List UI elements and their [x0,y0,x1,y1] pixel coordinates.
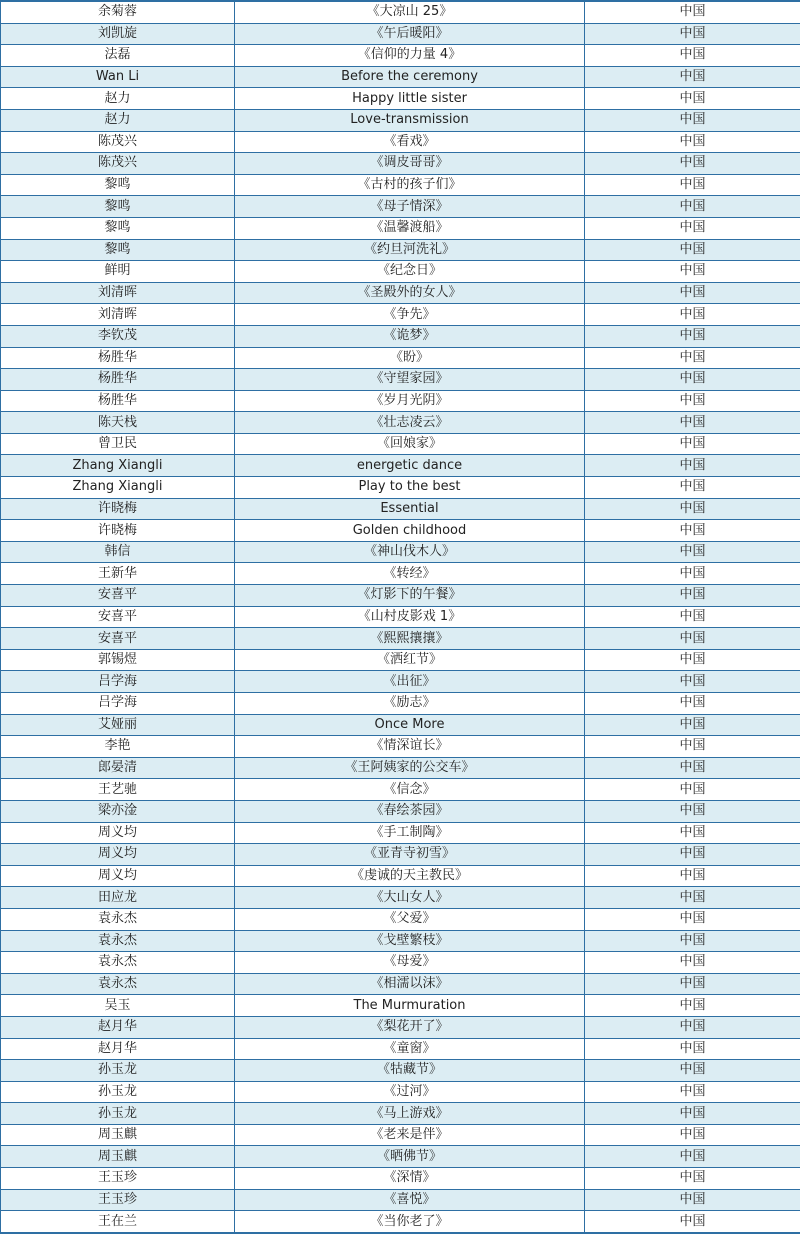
country-cell: 中国 [585,563,800,585]
table-row [1,239,800,261]
country-cell: 中国 [585,1,800,23]
artist-cell: 赵月华 [1,1038,235,1060]
table-row [1,952,800,974]
country-cell: 中国 [585,196,800,218]
title-cell: 《熙熙攘攘》 [235,628,585,650]
title-cell: 《励志》 [235,693,585,715]
country-cell: 中国 [585,1168,800,1190]
title-cell: 《信仰的力量 4》 [235,45,585,67]
title-cell: 《信念》 [235,779,585,801]
artist-cell: 刘清晖 [1,304,235,326]
artist-cell: 余菊蓉 [1,1,235,23]
artist-cell: 袁永杰 [1,973,235,995]
artist-cell: 周义均 [1,865,235,887]
artist-cell: 安喜平 [1,628,235,650]
artist-cell: 韩信 [1,541,235,563]
title-cell: The Murmuration [235,995,585,1017]
country-cell: 中国 [585,1081,800,1103]
country-cell: 中国 [585,693,800,715]
country-cell: 中国 [585,498,800,520]
table-row [1,995,800,1017]
country-cell: 中国 [585,304,800,326]
artist-cell: 李钦茂 [1,325,235,347]
title-cell: 《当你老了》 [235,1211,585,1233]
artist-cell: 赵力 [1,88,235,110]
title-cell: 《神山伐木人》 [235,541,585,563]
table-row [1,66,800,88]
title-cell: 《古村的孩子们》 [235,174,585,196]
table-row [1,369,800,391]
artist-cell: Zhang Xiangli [1,455,235,477]
country-cell: 中国 [585,1189,800,1211]
country-cell: 中国 [585,757,800,779]
artist-cell: 梁亦淦 [1,800,235,822]
title-cell: 《山村皮影戏 1》 [235,606,585,628]
table-row [1,628,800,650]
country-cell: 中国 [585,45,800,67]
artist-cell: 赵月华 [1,1016,235,1038]
table-row [1,390,800,412]
title-cell: 《深情》 [235,1168,585,1190]
country-cell: 中国 [585,1103,800,1125]
artist-cell: 安喜平 [1,606,235,628]
artist-cell: Wan Li [1,66,235,88]
title-cell: 《戈壁繁枝》 [235,930,585,952]
table-row [1,23,800,45]
title-cell: 《母子情深》 [235,196,585,218]
table-row [1,196,800,218]
artist-cell: 吕学海 [1,693,235,715]
table-row [1,1,800,23]
results-table-body [1,1,800,1233]
title-cell: 《洒红节》 [235,649,585,671]
table-row [1,822,800,844]
country-cell: 中国 [585,995,800,1017]
artist-cell: 安喜平 [1,585,235,607]
title-cell: 《相濡以沫》 [235,973,585,995]
table-row [1,347,800,369]
table-row [1,1124,800,1146]
country-cell: 中国 [585,239,800,261]
artist-cell: 刘清晖 [1,282,235,304]
table-row [1,606,800,628]
table-row [1,131,800,153]
title-cell: 《约旦河洗礼》 [235,239,585,261]
country-cell: 中国 [585,930,800,952]
artist-cell: 法磊 [1,45,235,67]
artist-cell: 袁永杰 [1,952,235,974]
country-cell: 中国 [585,908,800,930]
table-row [1,1189,800,1211]
artist-cell: 许晓梅 [1,520,235,542]
title-cell: 《争先》 [235,304,585,326]
artist-cell: 鲜明 [1,261,235,283]
country-cell: 中国 [585,1124,800,1146]
country-cell: 中国 [585,520,800,542]
country-cell: 中国 [585,282,800,304]
artist-cell: 王玉珍 [1,1189,235,1211]
country-cell: 中国 [585,865,800,887]
artist-cell: 陈茂兴 [1,153,235,175]
title-cell: Happy little sister [235,88,585,110]
title-cell: 《情深谊长》 [235,736,585,758]
title-cell: 《童窗》 [235,1038,585,1060]
title-cell: 《春绘茶园》 [235,800,585,822]
artist-cell: Zhang Xiangli [1,477,235,499]
country-cell: 中国 [585,174,800,196]
table-row [1,304,800,326]
country-cell: 中国 [585,109,800,131]
title-cell: 《父爱》 [235,908,585,930]
country-cell: 中国 [585,1038,800,1060]
table-row [1,1016,800,1038]
title-cell: 《盼》 [235,347,585,369]
table-row [1,1211,800,1233]
table-row [1,649,800,671]
title-cell: 《回娘家》 [235,433,585,455]
country-cell: 中国 [585,736,800,758]
country-cell: 中国 [585,477,800,499]
artist-cell: 王在兰 [1,1211,235,1233]
title-cell: 《虔诚的天主教民》 [235,865,585,887]
title-cell: 《马上游戏》 [235,1103,585,1125]
artist-cell: 艾娅丽 [1,714,235,736]
title-cell: 《晒佛节》 [235,1146,585,1168]
table-row [1,217,800,239]
artist-cell: 袁永杰 [1,930,235,952]
title-cell: Play to the best [235,477,585,499]
artist-cell: 杨胜华 [1,347,235,369]
artist-cell: 黎鸣 [1,196,235,218]
title-cell: 《喜悦》 [235,1189,585,1211]
table-row [1,585,800,607]
table-row [1,1103,800,1125]
table-row [1,973,800,995]
artist-cell: 周玉麒 [1,1146,235,1168]
country-cell: 中国 [585,1146,800,1168]
artist-cell: 黎鸣 [1,217,235,239]
table-row [1,88,800,110]
country-cell: 中国 [585,369,800,391]
country-cell: 中国 [585,800,800,822]
table-row [1,930,800,952]
artist-cell: 吴玉 [1,995,235,1017]
table-row [1,455,800,477]
artist-cell: 周义均 [1,844,235,866]
country-cell: 中国 [585,23,800,45]
artist-cell: 周玉麒 [1,1124,235,1146]
artist-cell: 黎鸣 [1,174,235,196]
title-cell: 《王阿姨家的公交车》 [235,757,585,779]
title-cell: 《壮志凌云》 [235,412,585,434]
title-cell: 《纪念日》 [235,261,585,283]
title-cell: 《圣殿外的女人》 [235,282,585,304]
title-cell: 《午后暖阳》 [235,23,585,45]
country-cell: 中国 [585,153,800,175]
table-row [1,908,800,930]
table-row [1,887,800,909]
country-cell: 中国 [585,347,800,369]
artist-cell: 陈天栈 [1,412,235,434]
table-row [1,412,800,434]
table-row [1,1146,800,1168]
table-row [1,844,800,866]
artist-cell: 杨胜华 [1,369,235,391]
table-row [1,693,800,715]
title-cell: Golden childhood [235,520,585,542]
title-cell: Essential [235,498,585,520]
title-cell: 《大凉山 25》 [235,1,585,23]
country-cell: 中国 [585,412,800,434]
country-cell: 中国 [585,131,800,153]
artist-cell: 周义均 [1,822,235,844]
country-cell: 中国 [585,325,800,347]
artist-cell: 郎晏清 [1,757,235,779]
artist-cell: 王艺驰 [1,779,235,801]
country-cell: 中国 [585,887,800,909]
title-cell: 《看戏》 [235,131,585,153]
table-row [1,800,800,822]
artist-cell: 吕学海 [1,671,235,693]
artist-cell: 袁永杰 [1,908,235,930]
country-cell: 中国 [585,585,800,607]
country-cell: 中国 [585,1211,800,1233]
artist-cell: 刘凯旋 [1,23,235,45]
country-cell: 中国 [585,628,800,650]
artist-cell: 王新华 [1,563,235,585]
title-cell: 《转经》 [235,563,585,585]
table-row [1,498,800,520]
title-cell: 《牯藏节》 [235,1060,585,1082]
table-row [1,736,800,758]
table-row [1,433,800,455]
title-cell: 《亚青寺初雪》 [235,844,585,866]
country-cell: 中国 [585,1060,800,1082]
title-cell: 《过河》 [235,1081,585,1103]
table-row [1,282,800,304]
table-row [1,109,800,131]
artist-cell: 王玉珍 [1,1168,235,1190]
table-row [1,1081,800,1103]
artist-cell: 曾卫民 [1,433,235,455]
table-row [1,1060,800,1082]
title-cell: 《梨花开了》 [235,1016,585,1038]
table-row [1,1038,800,1060]
title-cell: 《老来是伴》 [235,1124,585,1146]
artist-cell: 郭锡煜 [1,649,235,671]
table-row [1,1168,800,1190]
title-cell: 《岁月光阴》 [235,390,585,412]
artist-cell: 许晓梅 [1,498,235,520]
country-cell: 中国 [585,714,800,736]
table-row [1,757,800,779]
title-cell: Love-transmission [235,109,585,131]
title-cell: 《出征》 [235,671,585,693]
table-row [1,325,800,347]
title-cell: 《诡梦》 [235,325,585,347]
country-cell: 中国 [585,390,800,412]
table-row [1,563,800,585]
table-row [1,779,800,801]
country-cell: 中国 [585,671,800,693]
country-cell: 中国 [585,88,800,110]
country-cell: 中国 [585,973,800,995]
country-cell: 中国 [585,844,800,866]
table-row [1,45,800,67]
country-cell: 中国 [585,952,800,974]
country-cell: 中国 [585,455,800,477]
country-cell: 中国 [585,649,800,671]
country-cell: 中国 [585,541,800,563]
artist-cell: 孙玉龙 [1,1060,235,1082]
artist-cell: 孙玉龙 [1,1081,235,1103]
table-row [1,671,800,693]
artist-cell: 黎鸣 [1,239,235,261]
artist-cell: 李艳 [1,736,235,758]
artist-cell: 田应龙 [1,887,235,909]
artist-cell: 杨胜华 [1,390,235,412]
table-row [1,477,800,499]
title-cell: 《大山女人》 [235,887,585,909]
table-row [1,541,800,563]
country-cell: 中国 [585,822,800,844]
title-cell: 《调皮哥哥》 [235,153,585,175]
table-row [1,714,800,736]
table-row [1,520,800,542]
table-row [1,174,800,196]
title-cell: Before the ceremony [235,66,585,88]
country-cell: 中国 [585,66,800,88]
title-cell: 《温馨渡船》 [235,217,585,239]
country-cell: 中国 [585,779,800,801]
title-cell: 《灯影下的午餐》 [235,585,585,607]
title-cell: energetic dance [235,455,585,477]
artist-cell: 孙玉龙 [1,1103,235,1125]
country-cell: 中国 [585,433,800,455]
country-cell: 中国 [585,1016,800,1038]
title-cell: 《手工制陶》 [235,822,585,844]
artist-cell: 陈茂兴 [1,131,235,153]
country-cell: 中国 [585,261,800,283]
artist-cell: 赵力 [1,109,235,131]
title-cell: 《母爱》 [235,952,585,974]
table-row [1,865,800,887]
country-cell: 中国 [585,217,800,239]
title-cell: Once More [235,714,585,736]
table-row [1,261,800,283]
country-cell: 中国 [585,606,800,628]
table-row [1,153,800,175]
title-cell: 《守望家园》 [235,369,585,391]
